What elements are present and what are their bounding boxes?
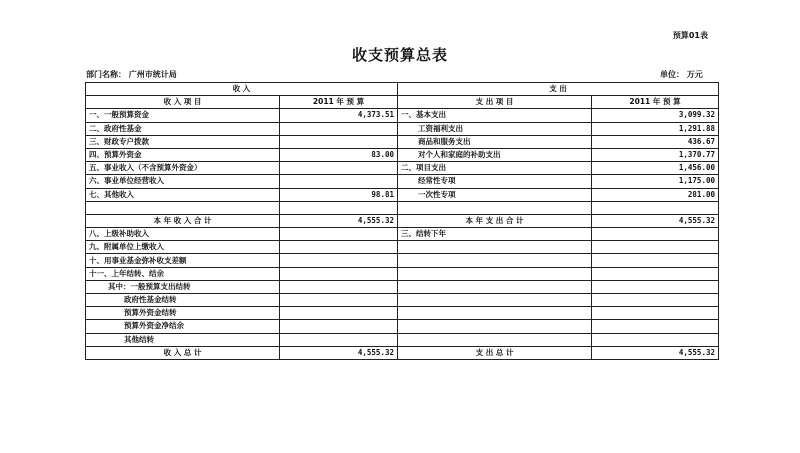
income-item-cell: 九、附属单位上缴收入 [86, 241, 280, 254]
table-row [86, 320, 719, 333]
table-row [86, 267, 719, 280]
income-group-header: 收 入 [86, 83, 398, 96]
expenditure-item-cell [398, 267, 592, 280]
table-row [86, 148, 719, 161]
group-header-row [86, 83, 719, 96]
table-row [86, 162, 719, 175]
expenditure-item-cell: 经常性专项 [398, 175, 592, 188]
income-item-cell: 二、政府性基金 [86, 122, 280, 135]
table-row [86, 228, 719, 241]
income-value-cell [280, 175, 398, 188]
income-item-cell: 十一、上年结转、结余 [86, 267, 280, 280]
income-item-cell: 预算外资金结转 [86, 307, 280, 320]
expenditure-value-cell [592, 241, 719, 254]
income-item-header: 收 入 项 目 [86, 96, 280, 109]
income-item-cell: 其中：一般预算支出结转 [86, 280, 280, 293]
expenditure-item-cell: 工资福利支出 [398, 122, 592, 135]
income-item-cell: 八、上级补助收入 [86, 228, 280, 241]
expenditure-item-cell [398, 294, 592, 307]
income-value-cell [280, 162, 398, 175]
expenditure-value-cell [592, 267, 719, 280]
table-row [86, 188, 719, 201]
expenditure-item-cell [398, 201, 592, 214]
income-value-cell [280, 254, 398, 267]
table-row [86, 135, 719, 148]
unit-label: 单位： 万元 [660, 70, 703, 79]
expenditure-value-cell: 281.00 [592, 188, 719, 201]
expenditure-value-cell [592, 320, 719, 333]
expenditure-value-cell: 1,370.77 [592, 148, 719, 161]
table-row [86, 122, 719, 135]
income-item-cell: 十、用事业基金弥补收支差额 [86, 254, 280, 267]
table-row [86, 254, 719, 267]
expenditure-item-header: 支 出 项 目 [398, 96, 592, 109]
expenditure-group-header: 支 出 [398, 83, 719, 96]
budget-summary-table [85, 82, 719, 360]
table-row [86, 175, 719, 188]
expenditure-value-cell [592, 201, 719, 214]
table-row [86, 346, 719, 359]
expenditure-value-cell: 1,291.88 [592, 122, 719, 135]
table-row [86, 214, 719, 227]
income-value-cell [280, 122, 398, 135]
income-item-cell: 七、其他收入 [86, 188, 280, 201]
expenditure-item-cell: 一、基本支出 [398, 109, 592, 122]
expenditure-item-cell: 商品和服务支出 [398, 135, 592, 148]
table-row [86, 241, 719, 254]
expenditure-value-cell: 3,099.32 [592, 109, 719, 122]
expenditure-item-cell [398, 241, 592, 254]
table-row [86, 201, 719, 214]
expenditure-value-cell [592, 254, 719, 267]
income-value-cell [280, 320, 398, 333]
income-value-cell [280, 135, 398, 148]
expenditure-item-cell: 对个人和家庭的补助支出 [398, 148, 592, 161]
income-value-cell [280, 228, 398, 241]
expenditure-value-cell: 4,555.32 [592, 346, 719, 359]
column-header-row [86, 96, 719, 109]
expenditure-item-cell: 本 年 支 出 合 计 [398, 214, 592, 227]
income-value-cell: 98.81 [280, 188, 398, 201]
department-label: 部门名称： 广州市统计局 [86, 70, 177, 79]
income-item-cell: 预算外资金净结余 [86, 320, 280, 333]
expenditure-value-cell: 1,175.00 [592, 175, 719, 188]
income-item-cell: 收 入 总 计 [86, 346, 280, 359]
expenditure-item-cell: 支 出 总 计 [398, 346, 592, 359]
expenditure-item-cell [398, 280, 592, 293]
expenditure-item-cell [398, 320, 592, 333]
expenditure-item-cell: 二、项目支出 [398, 162, 592, 175]
form-code: 预算01表 [672, 31, 708, 40]
income-value-cell [280, 241, 398, 254]
expenditure-value-cell [592, 228, 719, 241]
table-row [86, 294, 719, 307]
table-row [86, 280, 719, 293]
expenditure-item-cell [398, 307, 592, 320]
table-row [86, 109, 719, 122]
expenditure-value-cell [592, 280, 719, 293]
income-value-cell [280, 307, 398, 320]
table-row [86, 307, 719, 320]
income-value-cell [280, 267, 398, 280]
expenditure-value-cell: 1,456.00 [592, 162, 719, 175]
income-value-cell: 4,373.51 [280, 109, 398, 122]
expenditure-item-cell [398, 333, 592, 346]
expenditure-value-cell: 436.67 [592, 135, 719, 148]
expenditure-value-cell: 4,555.32 [592, 214, 719, 227]
expenditure-item-cell: 一次性专项 [398, 188, 592, 201]
expenditure-value-cell [592, 333, 719, 346]
income-value-cell [280, 201, 398, 214]
income-item-cell: 一、一般预算资金 [86, 109, 280, 122]
income-budget-header: 2011 年 预 算 [280, 96, 398, 109]
income-value-cell: 83.00 [280, 148, 398, 161]
income-item-cell [86, 201, 280, 214]
income-item-cell: 三、财政专户拨款 [86, 135, 280, 148]
table-row [86, 333, 719, 346]
income-value-cell [280, 294, 398, 307]
income-item-cell: 六、事业单位经营收入 [86, 175, 280, 188]
expenditure-value-cell [592, 307, 719, 320]
expenditure-item-cell [398, 254, 592, 267]
expenditure-value-cell [592, 294, 719, 307]
income-value-cell [280, 333, 398, 346]
income-item-cell: 本 年 收 入 合 计 [86, 214, 280, 227]
income-item-cell: 四、预算外资金 [86, 148, 280, 161]
expenditure-budget-header: 2011 年 预 算 [592, 96, 719, 109]
income-item-cell: 政府性基金结转 [86, 294, 280, 307]
income-value-cell [280, 280, 398, 293]
expenditure-item-cell: 三、结转下年 [398, 228, 592, 241]
page-title: 收支预算总表 [351, 46, 448, 64]
income-value-cell: 4,555.32 [280, 214, 398, 227]
income-value-cell: 4,555.32 [280, 346, 398, 359]
income-item-cell: 五、事业收入（不含预算外资金） [86, 162, 280, 175]
income-item-cell: 其他结转 [86, 333, 280, 346]
